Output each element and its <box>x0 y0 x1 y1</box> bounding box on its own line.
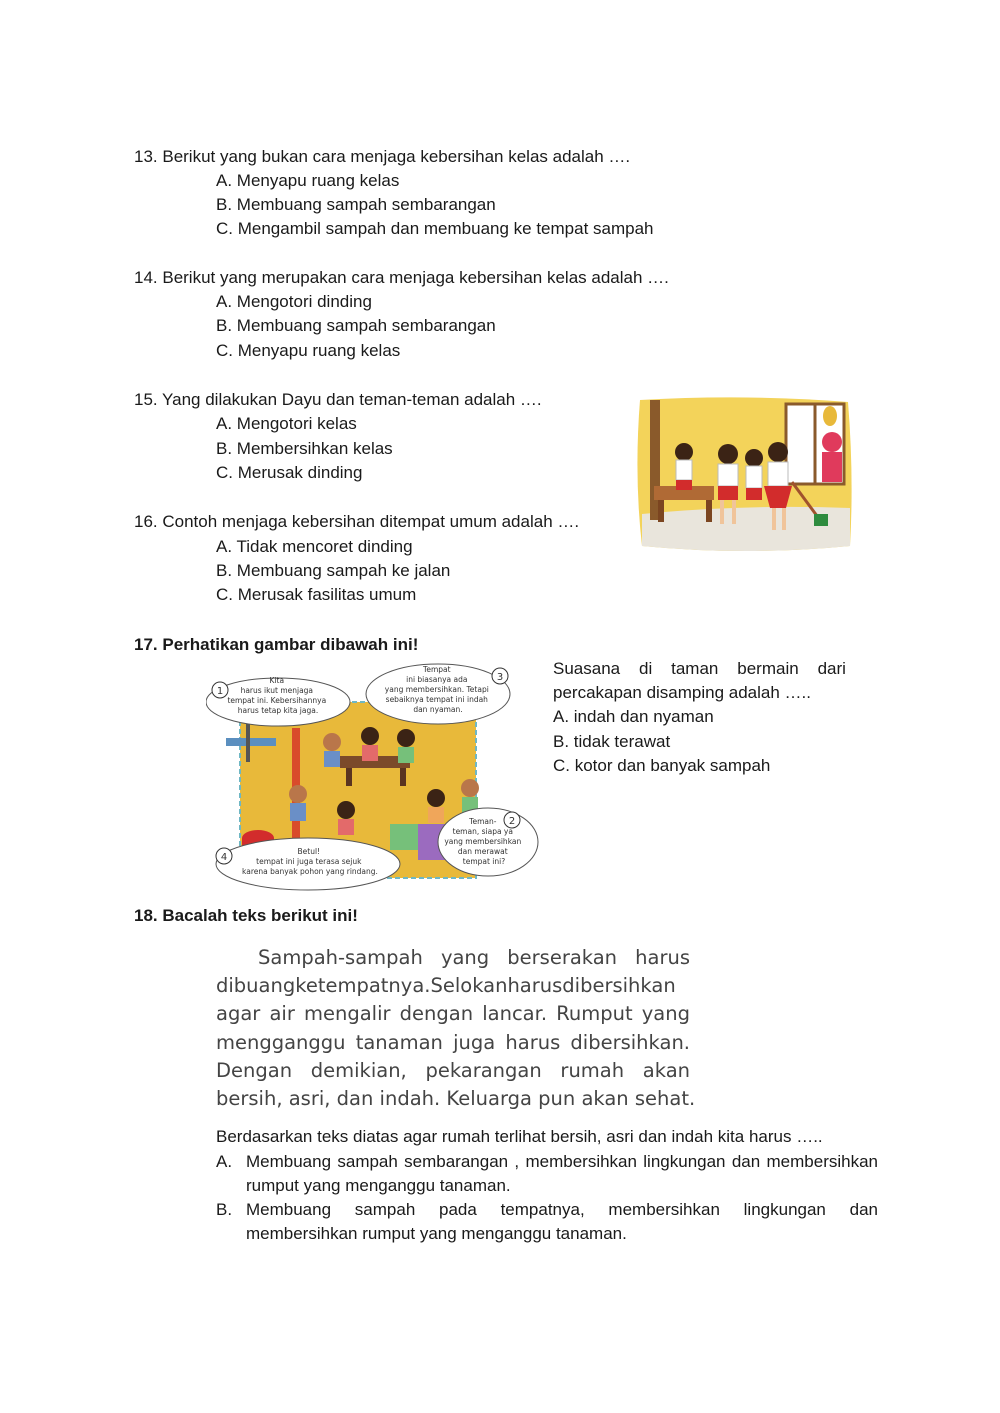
q16-stem: 16. Contoh menjaga kebersihan ditempat umum adalah …. <box>134 512 580 531</box>
reading-line-3: agar air mengalir dengan lancar. Rumput yang <box>216 1002 690 1026</box>
bubble-3-line-3: yang membersihkan. Tetapi <box>384 685 489 694</box>
bubble-1-line-3: tempat ini. Kebersihannya <box>227 696 327 705</box>
q18-options <box>216 1150 878 1246</box>
classroom-cleaning-illustration <box>636 396 854 554</box>
bubble-2-line-5: tempat ini? <box>462 857 506 866</box>
q18-reading-passage <box>216 944 696 1113</box>
q13-option-a: A. Menyapu ruang kelas <box>216 171 400 190</box>
bubble-4-line-2: tempat ini juga terasa sejuk <box>256 857 362 866</box>
q16-option-b: B. Membuang sampah ke jalan <box>216 561 451 580</box>
q18-option-b <box>216 1198 878 1246</box>
reading-line-4: mengganggu tanaman juga harus dibersihkan. <box>216 1030 690 1054</box>
reading-line-6: bersih, asri, dan indah. Keluarga pun akan sehat. <box>216 1087 696 1111</box>
q17-option-b: B. tidak terawat <box>553 732 671 751</box>
bubble-1-line-4: harus tetap kita jaga. <box>237 706 319 715</box>
q18-stem: Berdasarkan teks diatas agar rumah terlihat bersih, asri dan indah kita harus ….. <box>216 1127 823 1146</box>
q18-option-a-text: Membuang sampah sembarangan , membersihkan lingkungan dan membersihkan rumput yang menganggu tanaman. <box>246 1152 878 1195</box>
q14-stem: 14. Berikut yang merupakan cara menjaga kebersihan kelas adalah …. <box>134 268 669 287</box>
bubble-2-number: 2 <box>508 816 516 827</box>
bubble-3-line-4: sebaiknya tempat ini indah <box>385 695 488 704</box>
q18-option-b-text: Membuang sampah pada tempatnya, membersihkan lingkungan dan membersihkan rumput yang menganggu tanaman. <box>246 1200 878 1243</box>
reading-line-2: dibuangketempatnya.Selokanharusdibersihkan <box>216 974 676 998</box>
bubble-3-line-2: ini biasanya ada <box>406 675 468 684</box>
q15-option-b: B. Membersihkan kelas <box>216 439 393 458</box>
q15-option-a: A. Mengotori kelas <box>216 414 357 433</box>
q17-heading: 17. Perhatikan gambar dibawah ini! <box>134 635 419 654</box>
park-conversation-illustration <box>206 658 540 896</box>
q14-option-c: C. Menyapu ruang kelas <box>216 341 401 360</box>
reading-line-5: Dengan demikian, pekarangan rumah akan <box>216 1058 690 1082</box>
q15-option-c: C. Merusak dinding <box>216 463 363 482</box>
reading-line-1: Sampah-sampah yang berserakan harus <box>258 946 690 969</box>
bubble-1-line-1: Kita <box>269 676 285 685</box>
bubble-4-number: 4 <box>220 852 228 863</box>
q13-option-b: B. Membuang sampah sembarangan <box>216 195 496 214</box>
bubble-4-line-1: Betul! <box>297 847 321 856</box>
q13-stem: 13. Berikut yang bukan cara menjaga kebersihan kelas adalah …. <box>134 147 631 166</box>
q13-option-c: C. Mengambil sampah dan membuang ke tempat sampah <box>216 219 654 238</box>
q17-option-c: C. kotor dan banyak sampah <box>553 756 771 775</box>
bubble-2-line-2: teman, siapa ya <box>452 827 513 836</box>
bubble-3-line-1: Tempat <box>423 665 451 674</box>
q17-stem-line-1: Suasana di taman bermain dari <box>553 659 846 678</box>
bubble-2-line-3: yang membersihkan <box>444 837 522 846</box>
q16-option-c: C. Merusak fasilitas umum <box>216 585 417 604</box>
q18-option-b-letter: B. <box>216 1200 233 1219</box>
q17-stem-line-2: percakapan disamping adalah ….. <box>553 683 811 702</box>
q17-option-a: A. indah dan nyaman <box>553 707 714 726</box>
q14-option-b: B. Membuang sampah sembarangan <box>216 316 496 335</box>
bubble-1-number: 1 <box>216 686 224 697</box>
q15-stem: 15. Yang dilakukan Dayu dan teman-teman adalah …. <box>134 390 542 409</box>
bubble-4-line-3: karena banyak pohon yang rindang. <box>242 867 378 876</box>
bubble-2-line-4: dan merawat <box>457 847 508 856</box>
bubble-2-line-1: Teman- <box>469 817 497 826</box>
bubble-1-line-2: harus ikut menjaga <box>240 686 314 695</box>
q18-heading: 18. Bacalah teks berikut ini! <box>134 906 358 925</box>
q14-option-a: A. Mengotori dinding <box>216 292 372 311</box>
bubble-3-line-5: dan nyaman. <box>413 705 463 714</box>
bubble-3-number: 3 <box>496 672 504 683</box>
q18-option-a <box>216 1150 878 1198</box>
q16-option-a: A. Tidak mencoret dinding <box>216 537 413 556</box>
q18-option-a-letter: A. <box>216 1152 233 1171</box>
